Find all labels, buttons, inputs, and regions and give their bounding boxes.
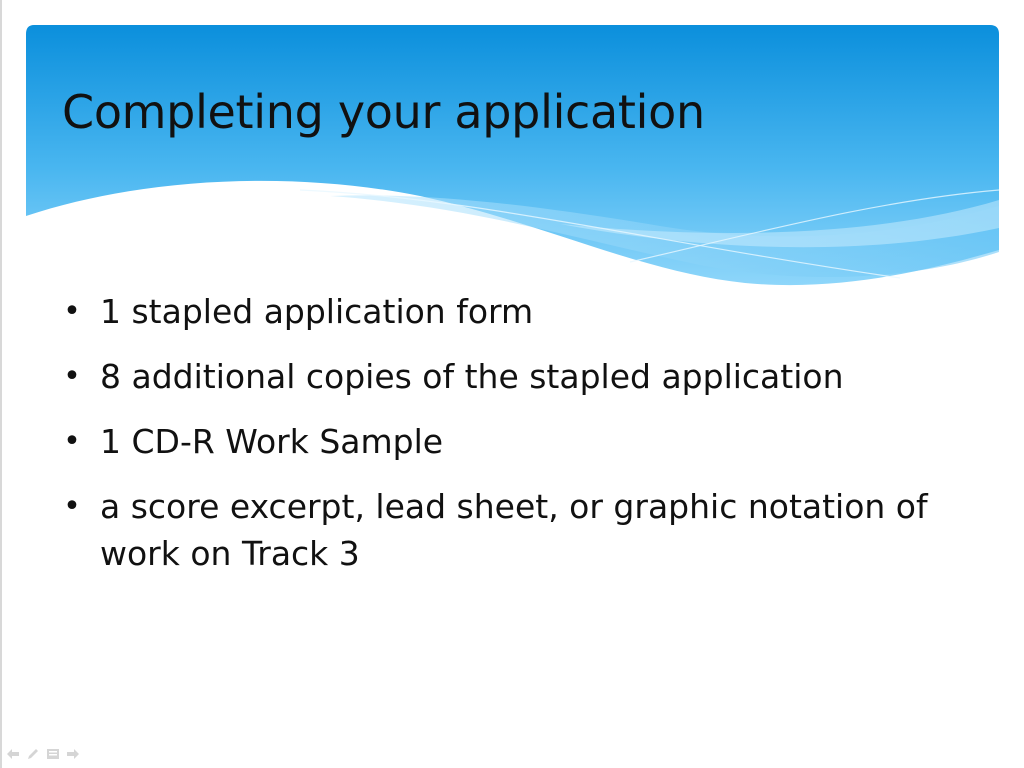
next-arrow-icon[interactable] — [66, 748, 80, 760]
bullet-item — [62, 353, 962, 400]
bullet-item — [62, 418, 962, 465]
bullet-text: 8 additional copies of the stapled application — [100, 357, 844, 396]
pen-icon[interactable] — [26, 748, 40, 760]
bullet-text: a score excerpt, lead sheet, or graphic notation of work on Track 3 — [100, 487, 928, 573]
slide-menu-icon[interactable] — [46, 748, 60, 760]
bullet-icon: • — [63, 294, 81, 329]
bullet-icon: • — [63, 424, 81, 459]
bullet-text: 1 stapled application form — [100, 292, 534, 331]
bullet-item — [62, 483, 962, 577]
bullet-text: 1 CD-R Work Sample — [100, 422, 444, 461]
bullet-icon: • — [63, 359, 81, 394]
previous-arrow-icon[interactable] — [6, 748, 20, 760]
slide-title: Completing your application — [62, 85, 705, 139]
bullet-icon: • — [63, 489, 81, 524]
header-banner — [0, 0, 1024, 300]
bullet-list — [62, 288, 962, 595]
bullet-item — [62, 288, 962, 335]
slideshow-controls — [6, 748, 80, 760]
